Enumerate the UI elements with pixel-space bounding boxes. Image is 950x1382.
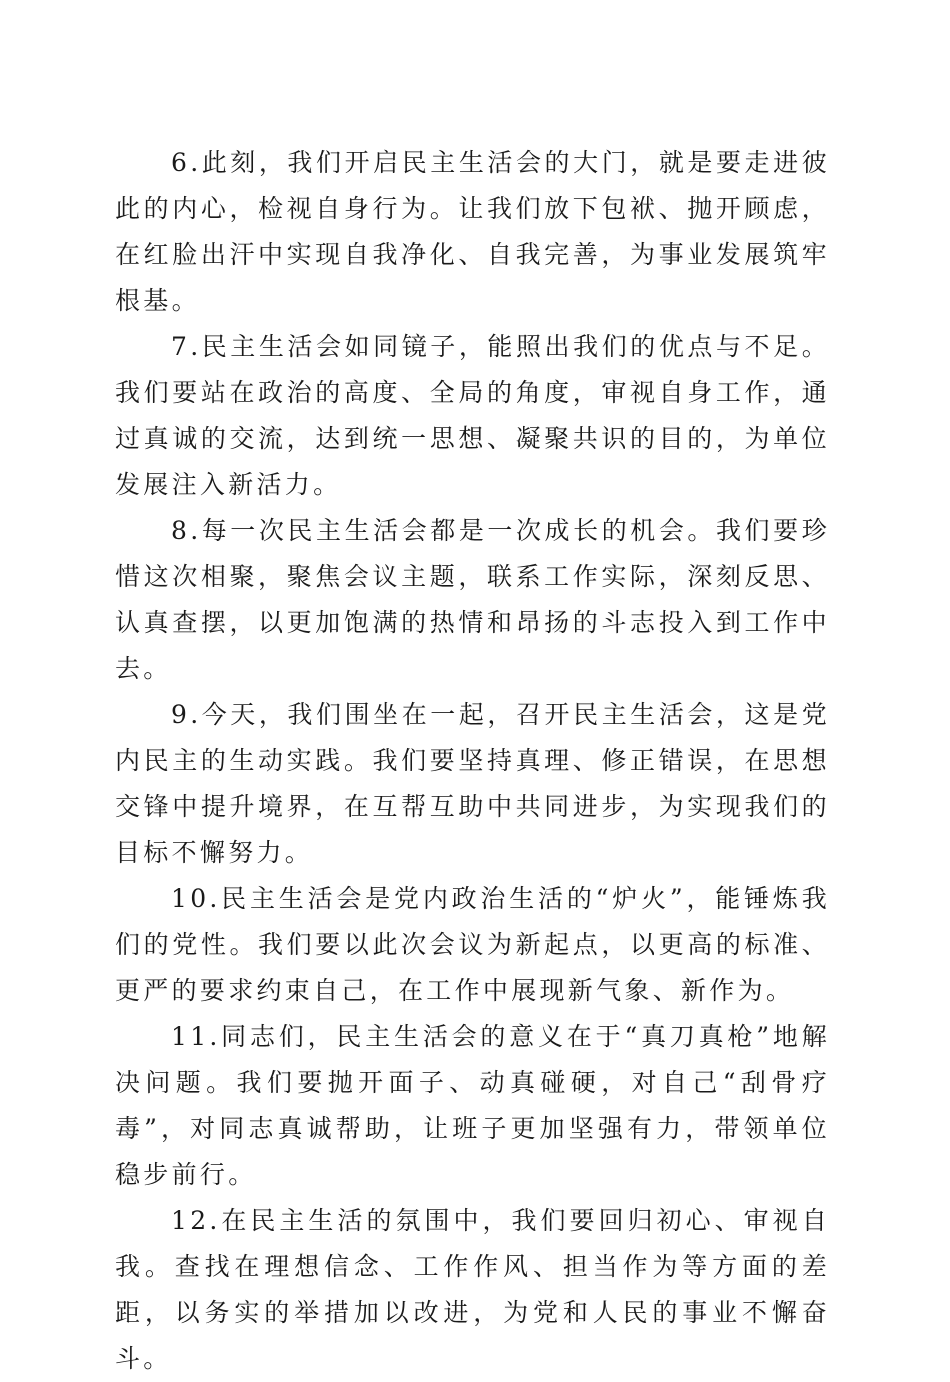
paragraph-10: 10.民主生活会是党内政治生活的“炉火”，能锤炼我们的党性。我们要以此次会议为新起点，以更高的标准、更严的要求约束自己，在工作中展现新气象、新作为。 (115, 884, 830, 1005)
paragraph-12: 12.在民主生活的氛围中，我们要回归初心、审视自我。查找在理想信念、工作作风、担当作为等方面的差距，以务实的举措加以改进，为党和人民的事业不懈奋斗。 (115, 1206, 830, 1373)
document-body (115, 140, 830, 1382)
paragraph-6: 6.此刻，我们开启民主生活会的大门，就是要走进彼此的内心，检视自身行为。让我们放下包袱、抛开顾虑，在红脸出汗中实现自我净化、自我完善，为事业发展筑牢根基。 (115, 148, 830, 315)
paragraph-7: 7.民主生活会如同镜子，能照出我们的优点与不足。我们要站在政治的高度、全局的角度，审视自身工作，通过真诚的交流，达到统一思想、凝聚共识的目的，为单位发展注入新活力。 (115, 332, 830, 499)
paragraph-8: 8.每一次民主生活会都是一次成长的机会。我们要珍惜这次相聚，聚焦会议主题，联系工作实际，深刻反思、认真查摆，以更加饱满的热情和昂扬的斗志投入到工作中去。 (115, 516, 830, 683)
paragraph-9: 9.今天，我们围坐在一起，召开民主生活会，这是党内民主的生动实践。我们要坚持真理、修正错误，在思想交锋中提升境界，在互帮互助中共同进步，为实现我们的目标不懈努力。 (115, 700, 830, 867)
paragraph-11: 11.同志们，民主生活会的意义在于“真刀真枪”地解决问题。我们要抛开面子、动真碰硬，对自己“刮骨疗毒”，对同志真诚帮助，让班子更加坚强有力，带领单位稳步前行。 (115, 1022, 830, 1189)
